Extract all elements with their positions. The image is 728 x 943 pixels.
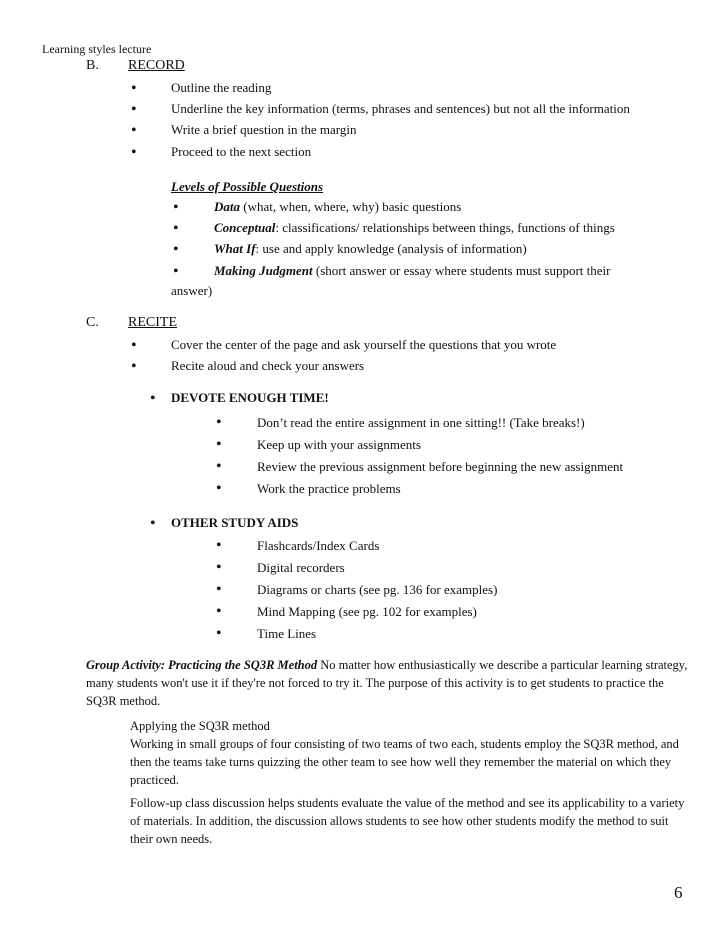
- aids-item: Time Lines: [257, 626, 317, 641]
- bullet-icon: •: [150, 515, 156, 532]
- question-level: Making Judgment (short answer or essay where students must support their: [214, 263, 611, 278]
- devote-item: Work the practice problems: [257, 481, 401, 496]
- bullet-icon: •: [150, 390, 156, 407]
- bullet-icon: •: [131, 337, 137, 354]
- bullet-icon: •: [216, 414, 222, 431]
- bullet-icon: •: [131, 122, 137, 139]
- bullet-icon: •: [173, 241, 179, 258]
- bullet-icon: •: [173, 199, 179, 216]
- followup-paragraph: Follow-up class discussion helps students evaluate the value of the method and see its applicability to a variety of materials. In addition, the discussion allows students to see how other students modify the method to suit their own needs.: [130, 796, 685, 846]
- aids-heading: OTHER STUDY AIDS: [171, 515, 299, 530]
- question-level: What If: use and apply knowledge (analysis of information): [214, 241, 527, 256]
- question-level-continuation: answer): [171, 283, 213, 298]
- bullet-icon: •: [131, 144, 137, 161]
- question-level: Conceptual: classifications/ relationships between things, functions of things: [214, 220, 615, 235]
- bullet-icon: •: [131, 80, 137, 97]
- bullet-icon: •: [216, 559, 222, 576]
- bullet-icon: •: [216, 581, 222, 598]
- record-item: Underline the key information (terms, phrases and sentences) but not all the information: [171, 101, 630, 116]
- bullet-icon: •: [216, 625, 222, 642]
- section-c-letter: C.: [86, 315, 99, 330]
- bullet-icon: •: [216, 436, 222, 453]
- bullet-icon: •: [216, 537, 222, 554]
- bullet-icon: •: [131, 101, 137, 118]
- bullet-icon: •: [216, 603, 222, 620]
- bullet-icon: •: [216, 480, 222, 497]
- questions-heading: Levels of Possible Questions: [171, 179, 324, 194]
- question-level: Data (what, when, where, why) basic questions: [214, 199, 462, 214]
- page-number: 6: [674, 883, 683, 902]
- group-activity-paragraph: Group Activity: Practicing the SQ3R Method No matter how enthusiastically we describe a particular learning strategy, many students won't use it if they're not forced to try it. The purpose of this activity is to get students to practice the SQ3R method.: [86, 658, 688, 708]
- bullet-icon: •: [173, 220, 179, 237]
- recite-item: Cover the center of the page and ask yourself the questions that you wrote: [171, 337, 557, 352]
- devote-item: Review the previous assignment before beginning the new assignment: [257, 459, 624, 474]
- bullet-icon: •: [131, 358, 137, 375]
- recite-item: Recite aloud and check your answers: [171, 358, 365, 373]
- record-item: Write a brief question in the margin: [171, 122, 357, 137]
- bullet-icon: •: [216, 458, 222, 475]
- aids-item: Mind Mapping (see pg. 102 for examples): [257, 604, 477, 619]
- applying-paragraph: Applying the SQ3R method Working in small groups of four consisting of two teams of two each, students employ the SQ3R method, and then the teams take turns quizzing the other team to see how well they remember the material on which they practiced.: [130, 719, 679, 787]
- section-c-title: RECITE: [128, 315, 177, 330]
- devote-item: Keep up with your assignments: [257, 437, 421, 452]
- record-item: Proceed to the next section: [171, 144, 312, 159]
- bullet-icon: •: [173, 263, 179, 280]
- section-b-letter: B.: [86, 58, 99, 73]
- record-item: Outline the reading: [171, 80, 272, 95]
- aids-item: Diagrams or charts (see pg. 136 for examples): [257, 582, 498, 597]
- aids-item: Digital recorders: [257, 560, 345, 575]
- devote-heading: DEVOTE ENOUGH TIME!: [171, 390, 329, 405]
- devote-item: Don’t read the entire assignment in one sitting!! (Take breaks!): [257, 415, 585, 430]
- section-b-title: RECORD: [128, 58, 185, 73]
- page-header: Learning styles lecture: [42, 42, 152, 56]
- aids-item: Flashcards/Index Cards: [257, 538, 380, 553]
